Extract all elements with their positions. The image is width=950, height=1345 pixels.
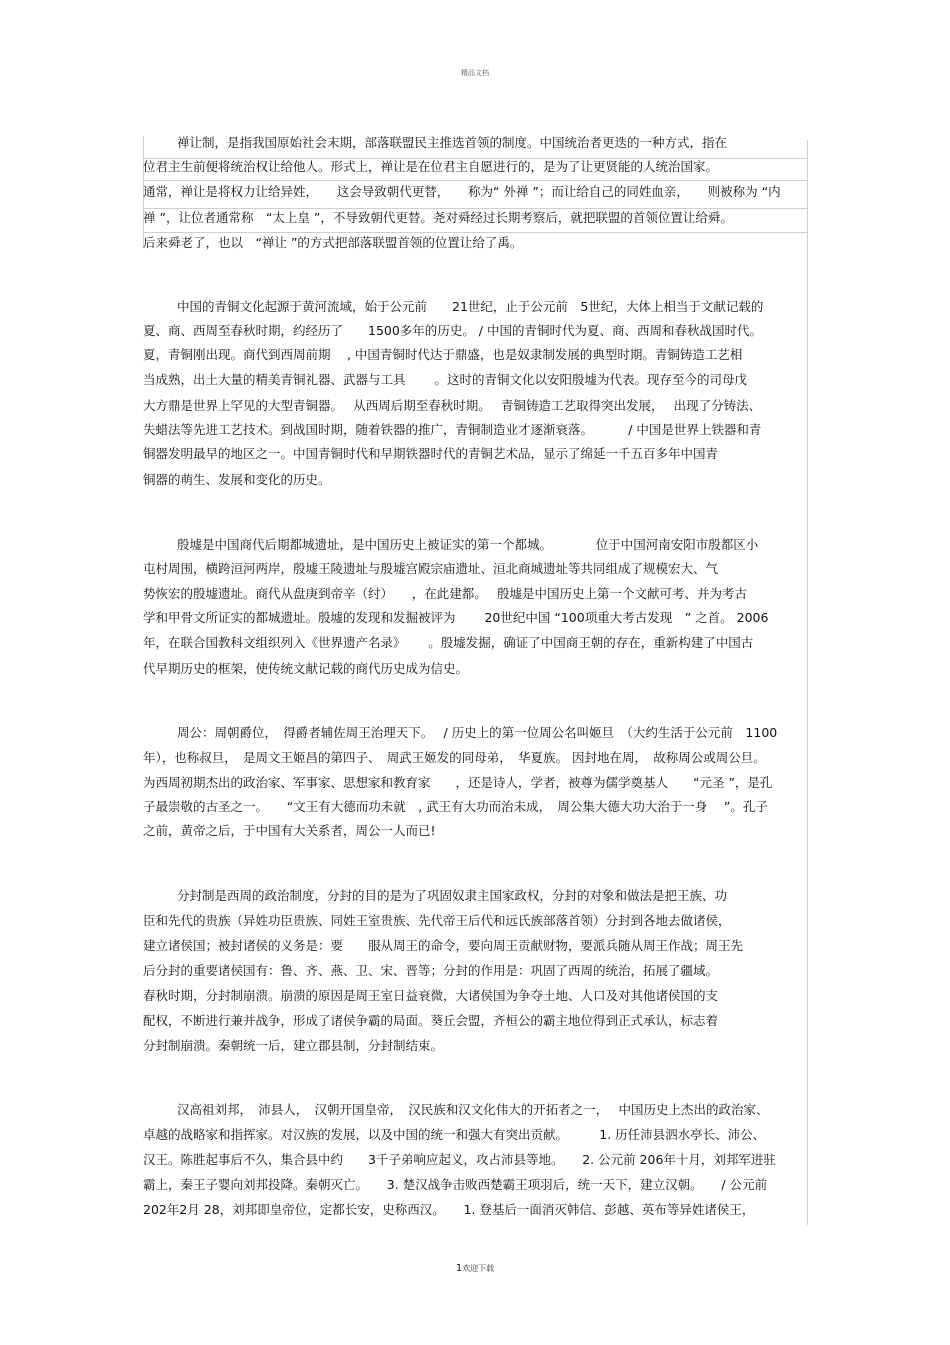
text-line: 殷墟是中国商代后期都城遗址，是中国历史上被证实的第一个都城。 位于中国河南安阳市殷都区小 (177, 537, 759, 552)
page-footer (0, 1263, 950, 1274)
text-line: 夏，青铜刚出现。商代到西周前期 , 中国青铜时代达于鼎盛，也是奴隶制发展的典型时期。青铜铸造工艺相 (143, 347, 743, 362)
text-line: 卓越的战略家和指挥家。对汉族的发展，以及中国的统一和强大有突出贡献。 1. 历任沛县泗水亭长、沛公、 (143, 1127, 766, 1142)
text-line: 霸上，秦王子婴向刘邦投降。秦朝灭亡。 3. 楚汉战争击败西楚霸王项羽后，统一天下，建立汉朝。 / 公元前 (143, 1177, 768, 1192)
frame-rule (143, 208, 807, 209)
text-line: 铜器的萌生、发展和变化的历史。 (143, 472, 331, 487)
page-number: 1 (455, 1263, 463, 1274)
footer-text: 欢迎下载 (462, 1264, 495, 1273)
frame-border-right (807, 140, 808, 1225)
frame-rule (143, 232, 807, 233)
text-line: 通常，禅让是将权力让给异姓， 这会导致朝代更替， 称为“ 外禅 ”；而让给自己的同姓血亲， 则被称为 “内 (143, 184, 781, 199)
frame-rule (143, 180, 807, 181)
text-line: 分封制崩溃。秦朝统一后，建立郡县制，分封制结束。 (143, 1038, 444, 1053)
text-line: 年），也称叔旦， 是周文王姬昌的第四子、 周武王姬发的同母弟， 华夏族。 因封地在周， 故称周公或周公旦。 (143, 750, 766, 765)
page-header: 精品文档 (461, 69, 489, 77)
text-line: 学和甲骨文所证实的都城遗址。殷墟的发现和发掘被评为 20世纪中国 “100项重大考古发现 ” 之首。 2006 (143, 610, 769, 625)
text-line: 子最崇敬的古圣之一。 “文王有大德而功未就 , 武王有大功而治未成， 周公集大德大功大治于一身 ”。孔子 (143, 799, 768, 814)
text-line: 汉高祖刘邦， 沛县人， 汉朝开国皇帝， 汉民族和汉文化伟大的开拓者之一， 中国历史上杰出的政治家、 (177, 1102, 769, 1117)
text-line: 后来舜老了，也以 “禅让 ”的方式把部落联盟首领的位置让给了禹。 (143, 235, 523, 250)
text-line: 位君主生前便将统治权让给他人。形式上，禅让是在位君主自愿进行的，是为了让更贤能的人统治国家。 (143, 159, 719, 174)
text-line: 后分封的重要诸侯国有：鲁、齐、燕、卫、宋、晋等；分封的作用是：巩固了西周的统治，拓展了疆域。 (143, 963, 719, 978)
text-line: 年，在联合国教科文组织列入《世界遗产名录》 。殷墟发掘，确证了中国商王朝的存在，重新构建了中国古 (143, 635, 754, 650)
text-line: 夏、商、西周至春秋时期，约经历了 1500多年的历史。 / 中国的青铜时代为夏、商、西周和春秋战国时代。 (143, 323, 762, 338)
text-line: 配权，不断进行兼并战争，形成了诸侯争霸的局面。葵丘会盟，齐桓公的霸主地位得到正式承认，标志着 (143, 1013, 719, 1028)
text-line: 202年2月 28，刘邦即皇帝位，定都长安，史称西汉。 1. 登基后一面消灭韩信、彭越、英布等异姓诸侯王， (143, 1202, 755, 1217)
text-line: 之前，黄帝之后，于中国有大关系者，周公一人而已! (143, 823, 436, 838)
text-line: 代早期历史的框架，使传统文献记载的商代历史成为信史。 (143, 661, 469, 676)
text-line: 周公：周朝爵位， 得爵者辅佐周王治理天下。 / 历史上的第一位周公名叫姬旦 （大约生活于公元前 1100 (177, 725, 778, 740)
text-line: 禅 ”，让位者通常称 “太上皇 ”，不导致朝代更替。尧对舜经过长期考察后，就把联盟的首领位置让给舜。 (143, 210, 733, 225)
text-line: 汉王。陈胜起事后不久，集合县中约 3千子弟响应起义，攻占沛县等地。 2. 公元前 206年十月，刘邦军进驻 (143, 1152, 776, 1167)
text-line: 大方鼎是世界上罕见的大型青铜器。 从西周后期至春秋时期。 青铜铸造工艺取得突出发展， 出现了分铸法、 (143, 398, 762, 413)
text-line: 失蜡法等先进工艺技术。到战国时期，随着铁器的推广，青铜制造业才逐渐衰落。 / 中国是世界上铁器和青 (143, 422, 762, 437)
text-line: 臣和先代的贵族（异姓功臣贵族、同姓王室贵族、先代帝王后代和远氏族部落首领）分封到各地去做诸侯， (143, 913, 731, 928)
text-line: 春秋时期，分封制崩溃。崩溃的原因是周王室日益衰微，大诸侯国为争夺土地、人口及对其他诸侯国的支 (143, 988, 719, 1003)
text-line: 分封制是西周的政治制度，分封的目的是为了巩固奴隶主国家政权，分封的对象和做法是把王族、功 (177, 888, 728, 903)
text-line: 为西周初期杰出的政治家、军事家、思想家和教育家 ，还是诗人，学者，被尊为儒学奠基人 “元圣 ”，是孔 (143, 775, 773, 790)
text-line: 当成熟，出土大量的精美青铜礼器、武器与工具 。这时的青铜文化以安阳殷墟为代表。现存至今的司母戊 (143, 372, 747, 387)
text-line: 屯村周围，横跨洹河两岸，殷墟王陵遗址与殷墟宫殿宗庙遗址、洹北商城遗址等共同组成了规模宏大、气 (143, 561, 719, 576)
text-line: 势恢宏的殷墟遗址。商代从盘庚到帝辛（纣） ，在此建都。 殷墟是中国历史上第一个文献可考、并为考古 (143, 586, 747, 601)
text-line: 建立诸侯国；被封诸侯的义务是：要 服从周王的命令，要向周王贡献财物，要派兵随从周王作战；周王先 (143, 938, 744, 953)
text-line: 禅让制，是指我国原始社会末期，部落联盟民主推选首领的制度。中国统治者更迭的一种方式，指在 (177, 135, 728, 150)
text-line: 中国的青铜文化起源于黄河流域，始于公元前 21世纪，止于公元前 5世纪，大体上相当于文献记载的 (177, 299, 764, 314)
text-line: 铜器发明最早的地区之一。中国青铜时代和早期铁器时代的青铜艺术品，显示了绵延一千五百多年中国青 (143, 446, 719, 461)
